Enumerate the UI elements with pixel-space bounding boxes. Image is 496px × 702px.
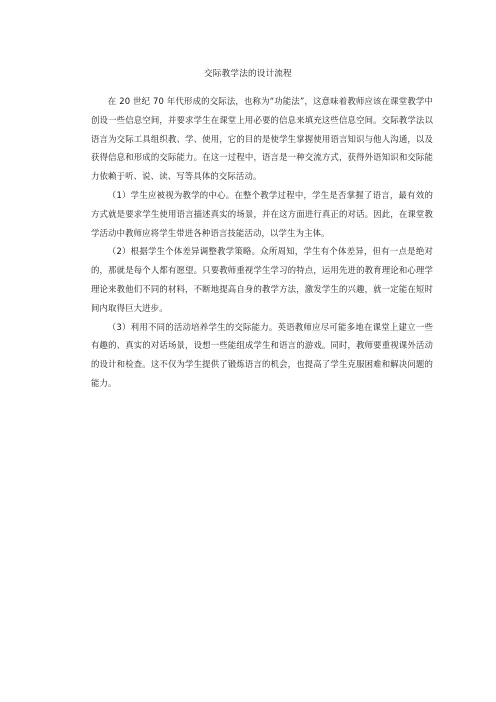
paragraph-point-2: （2）根据学生个体差异调整教学策略。众所周知，学生有个体差异，但有一点是绝对的，那就是每个人都有愿望。只要教师重视学生学习的特点，运用先进的教育理论和心理学理论来教他们不同的材料，不断地提高自身的教学方法，激发学生的兴趣，就一定能在短时间内取得巨大进步。 [91, 246, 433, 313]
document-title: 交际教学法的设计流程 [204, 69, 292, 79]
paragraph-intro: 在 20 世纪 70 年代形成的交际法，也称为“功能法”，这意味着教师应该在课堂教学中创设一些信息空间，并要求学生在课堂上用必要的信息来填充这些信息空间。交际教学法以语言为交际工具组织教、学、使用，它的目的是使学生掌握使用语言知识与他人沟通，以及获得信息和形成的交际能力。在这一过程中，语言是一种交流方式，获得外语知识和交际能力依赖于听、说、读、写等具体的交际活动。 [91, 96, 433, 182]
paragraph-point-3: （3）利用不同的活动培养学生的交际能力。英语教师应尽可能多地在课堂上建立一些有趣的、真实的对话场景，设想一些能组成学生和语言的游戏。同时，教师要重视课外活动的设计和检查。这不仅为学生提供了锻炼语言的机会，也提高了学生克服困难和解决问题的能力。 [91, 321, 433, 388]
paragraph-point-1: （1）学生应被视为教学的中心。在整个教学过程中，学生是否掌握了语言，最有效的方式就是要求学生使用语言描述真实的场景，并在这方面进行真正的对话。因此，在课堂教学活动中教师应将学生带进各种语言技能活动，以学生为主体。 [91, 189, 433, 238]
document-body [91, 92, 433, 393]
